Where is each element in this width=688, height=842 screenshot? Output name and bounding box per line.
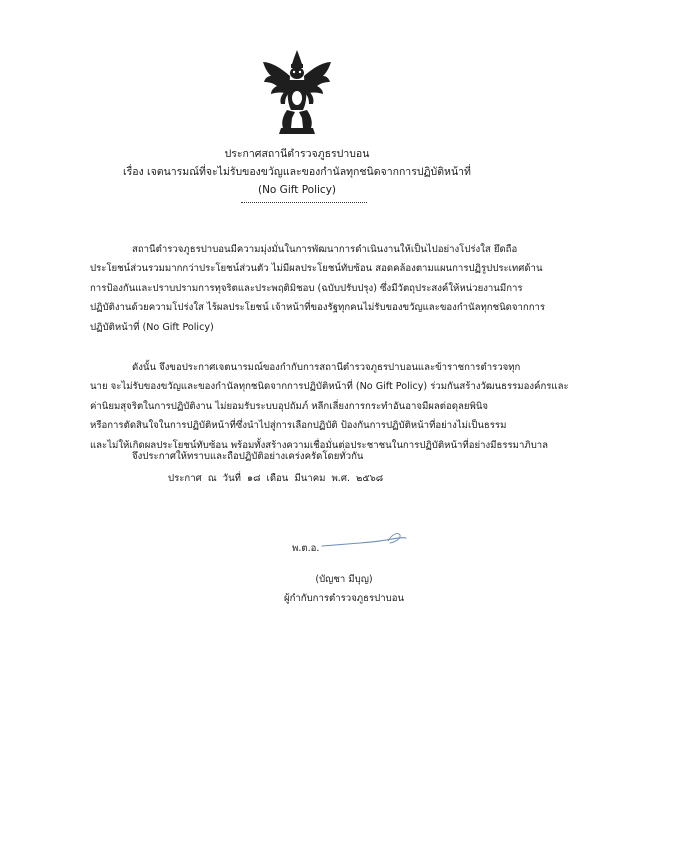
paragraph-line: ปฏิบัติหน้าที่ (No Gift Policy) [90, 321, 214, 333]
subject-title: เรื่อง เจตนารมณ์ที่จะไม่รับของขวัญและของกำนัลทุกชนิดจากการปฏิบัติหน้าที่ [123, 166, 471, 178]
paragraph-line: ปฏิบัติงานด้วยความโปร่งใส ไร้ผลประโยชน์ เจ้าหน้าที่ของรัฐทุกคนไม่รับของขวัญและของกำนัลทุกชนิดจากการ [90, 302, 546, 314]
paragraph-line: หรือการตัดสินใจในการปฏิบัติหน้าที่ซึ่งนำไปสู่การเลือกปฏิบัติ ป้องกันการปฏิบัติหน้าที่อย่างไม่เป็นธรรม [90, 420, 507, 432]
garuda-emblem-icon [261, 48, 333, 136]
rank-prefix: พ.ต.อ. [292, 543, 320, 554]
paragraph-1 [90, 240, 546, 337]
signatory-name: (บัญชา มีบุญ) [315, 574, 373, 585]
closing-statement: จึงประกาศให้ทราบและถือปฏิบัติอย่างเคร่งครัดโดยทั่วกัน [132, 451, 364, 462]
paragraph-line: และไม่ให้เกิดผลประโยชน์ทับซ้อน พร้อมทั้งสร้างความเชื่อมั่นต่อประชาชนในการปฏิบัติหน้าที่อย่างมีธรรมาภิบาล [90, 439, 549, 451]
organization-title: ประกาศสถานีตำรวจภูธรปาบอน [224, 148, 370, 160]
paragraph-line: ค่านิยมสุจริตในการปฏิบัติงาน ไม่ยอมรับระบบอุปถัมภ์ หลีกเลี่ยงการกระทำอันอาจมีผลต่อดุลยพินิจ [90, 400, 489, 412]
paragraph-line: สถานีตำรวจภูธรปาบอนมีความมุ่งมั่นในการพัฒนาการดำเนินงานให้เป็นไปอย่างโปร่งใส ยึดถือ [132, 244, 518, 255]
paragraph-line: ประโยชน์ส่วนรวมมากกว่าประโยชน์ส่วนตัว ไม่มีผลประโยชน์ทับซ้อน สอดคล้องตามแผนการปฏิรูปประเทศด้าน [90, 263, 543, 275]
title-separator [241, 202, 367, 203]
policy-title: (No Gift Policy) [257, 184, 337, 196]
handwritten-signature [320, 530, 410, 552]
paragraph-2 [90, 358, 569, 455]
signatory-position: ผู้กำกับการตำรวจภูธรปาบอน [283, 593, 405, 604]
announcement-date: ประกาศ ณ วันที่ ๑๘ เดือน มีนาคม พ.ศ. ๒๕๖๘ [168, 473, 384, 484]
paragraph-line: การป้องกันและปราบปรามการทุจริตและประพฤติมิชอบ (ฉบับปรับปรุง) ซึ่งมีวัตถุประสงค์ให้หน่วยงานมีการ [90, 282, 523, 294]
paragraph-line: ดังนั้น จึงขอประกาศเจตนารมณ์ของกำกับการสถานีตำรวจภูธรปาบอนและข้าราชการตำรวจทุก [132, 362, 521, 373]
paragraph-line: นาย จะไม่รับของขวัญและของกำนัลทุกชนิดจากการปฏิบัติหน้าที่ (No Gift Policy) ร่วมกันสร้างวัฒนธรรมองค์กรและ [90, 381, 569, 393]
